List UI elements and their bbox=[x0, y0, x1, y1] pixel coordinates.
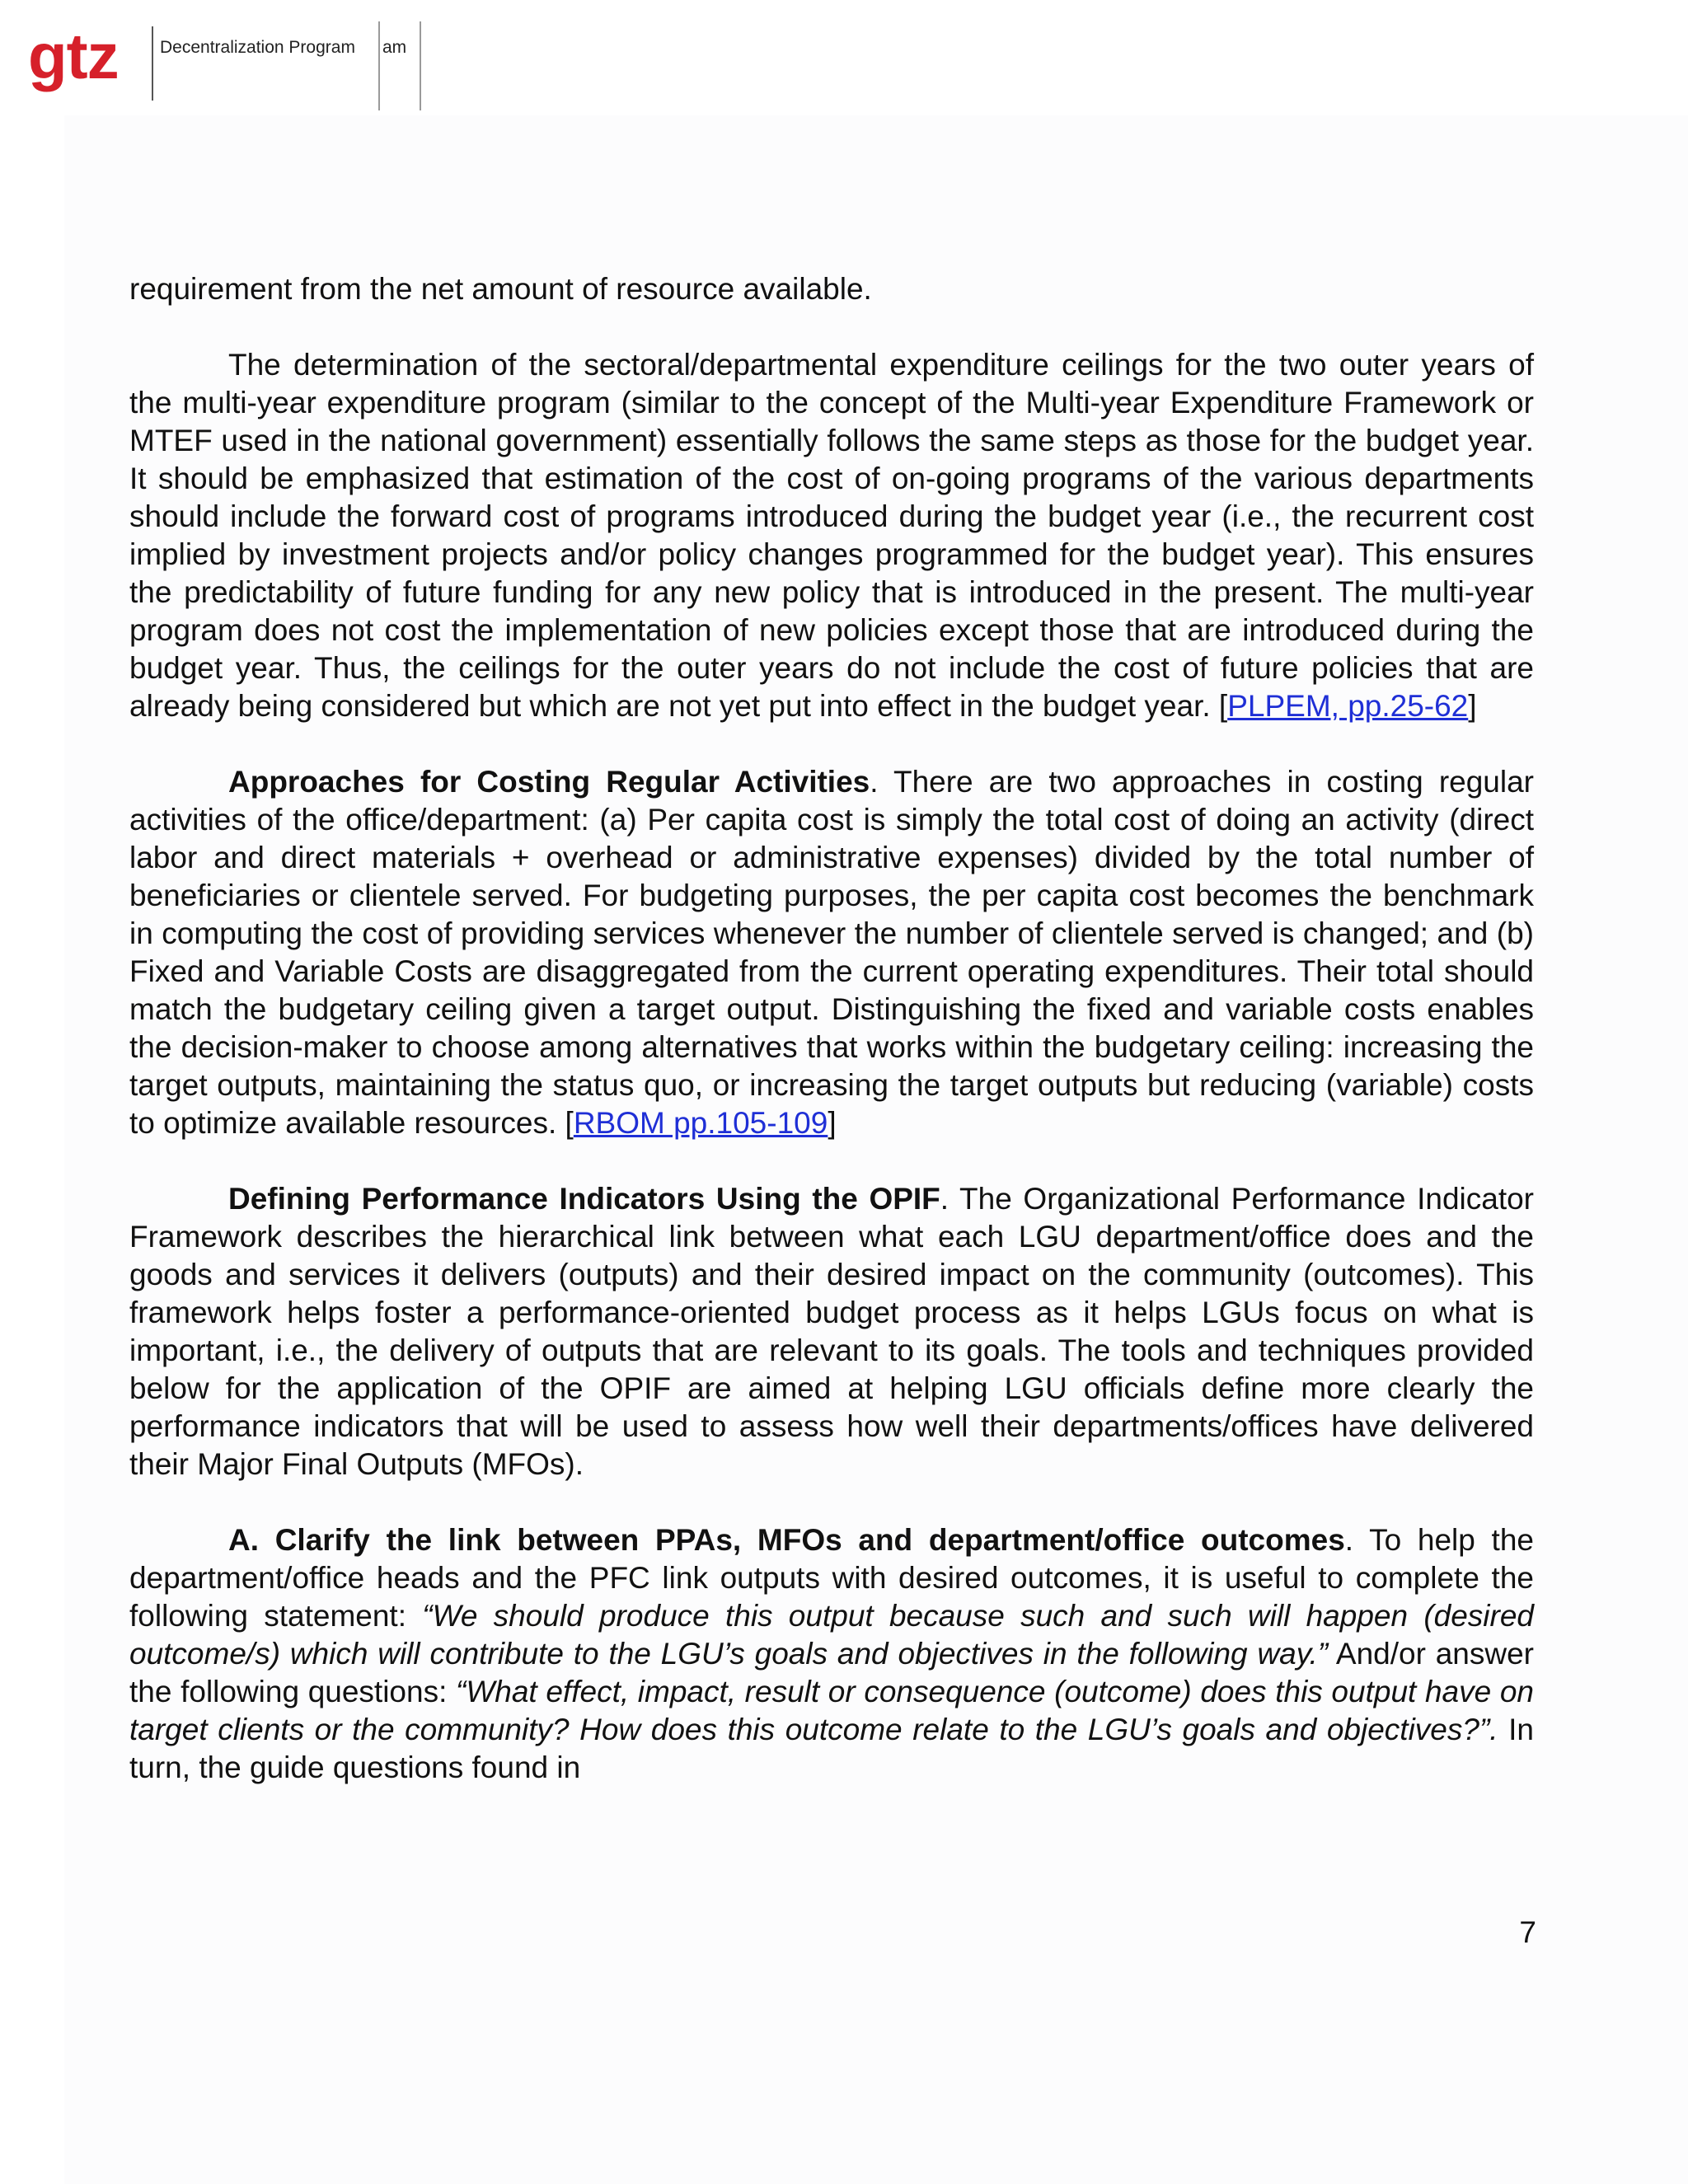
section-heading-costing: Approaches for Costing Regular Activities bbox=[228, 765, 870, 799]
paragraph-expenditure-ceilings bbox=[129, 346, 1534, 725]
header-divider-2 bbox=[378, 21, 380, 110]
section-heading-opif: Defining Performance Indicators Using the OPIF bbox=[228, 1182, 940, 1216]
paragraph-text: . To help the department/office heads and the PFC link outputs with desired outcomes, it is useful to complete the following statement: bbox=[129, 1523, 1534, 1633]
paragraph-text: . The Organizational Performance Indicator Framework describes the hierarchical link between what each LGU department/office does and the goods and services it delivers (outputs) and their desired impact on the community (outcomes). This framework helps foster a performance-oriented budget process as it helps LGUs focus on what is important, i.e., the delivery of outputs that are relevant to its goals. The tools and techniques provided below for the application of the OPIF are aimed at helping LGU officials define more clearly the performance indicators that will be used to assess how well their departments/offices have delivered their Major Final Outputs (MFOs). bbox=[129, 1182, 1535, 1481]
program-name-fragment: am bbox=[382, 38, 407, 57]
paragraph-continuation: requirement from the net amount of resource available. bbox=[129, 272, 872, 306]
document-body bbox=[129, 270, 1534, 1787]
header-divider-3 bbox=[420, 21, 421, 110]
program-name: Decentralization Program bbox=[160, 38, 355, 57]
reference-link-plpem[interactable]: PLPEM, pp.25-62 bbox=[1227, 689, 1469, 723]
bracket-close: ] bbox=[1468, 689, 1477, 723]
section-heading-clarify-link: A. Clarify the link between PPAs, MFOs and department/office outcomes bbox=[228, 1523, 1345, 1557]
paragraph-text: In turn, the guide questions found in bbox=[129, 1713, 1534, 1784]
header-divider bbox=[152, 26, 153, 101]
bracket-close: ] bbox=[828, 1106, 837, 1140]
gtz-logo: gtz bbox=[28, 20, 119, 92]
paragraph-opif bbox=[129, 1180, 1534, 1483]
italic-questions: “What effect, impact, result or consequence (outcome) does this output have on target clients or the community? How does this outcome relate to the LGU’s goals and objectives?”. bbox=[129, 1675, 1534, 1746]
page-number: 7 bbox=[1519, 1915, 1536, 1949]
paragraph-text: The determination of the sectoral/departmental expenditure ceilings for the two outer years of the multi-year expenditure program (similar to the concept of the Multi-year Expenditure Framework or MTEF used in the national government) essentially follows the same steps as those for the budget year. It should be emphasized that estimation of the cost of on-going programs of the various departments should include the forward cost of programs introduced during the budget year (i.e., the recurrent cost implied by investment projects and/or policy changes programmed for the budget year). This ensures the predictability of future funding for any new policy that is introduced in the present. The multi-year program does not cost the implementation of new policies except those that are introduced during the budget year. Thus, the ceilings for the outer years do not include the cost of future policies that are already being considered but which are not yet put into effect in the budget year. [ bbox=[129, 348, 1534, 723]
italic-statement: “We should produce this output because such and such will happen (desired outcome/s) which will contribute to the LGU’s goals and objectives in the following way.” bbox=[129, 1599, 1534, 1671]
paragraph-text: . There are two approaches in costing regular activities of the office/department: (a) Per capita cost is simply the total cost of doing an activity (direct labor and direct materials + overhead or administrative expenses) divided by the total number of beneficiaries or clientele served. For budgeting purposes, the per capita cost becomes the benchmark in computing the cost of providing services whenever the number of clientele served is changed; and (b) Fixed and Variable Costs are disaggregated from the current operating expenditures. Their total should match the budgetary ceiling given a target output. Distinguishing the fixed and variable costs enables the decision-maker to choose among alternatives that works within the budgetary ceiling: increasing the target outputs, maintaining the status quo, or increasing the target outputs but reducing (variable) costs to optimize available resources. [ bbox=[129, 765, 1534, 1140]
paragraph-clarify-link bbox=[129, 1521, 1534, 1787]
paragraph-text: And/or answer the following questions: bbox=[129, 1637, 1534, 1708]
reference-link-rbom[interactable]: RBOM pp.105-109 bbox=[573, 1106, 828, 1140]
paragraph-costing-approaches bbox=[129, 763, 1534, 1142]
